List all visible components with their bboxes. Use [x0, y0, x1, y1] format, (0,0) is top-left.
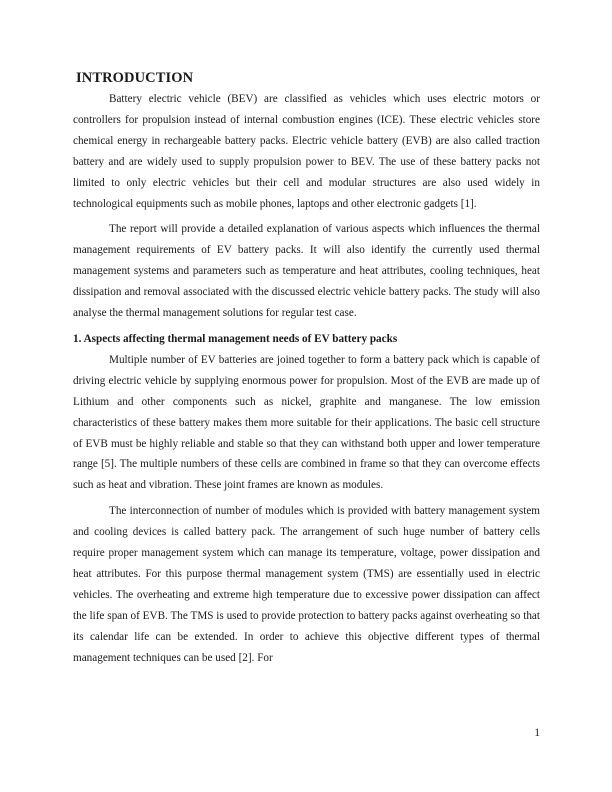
page-content: [73, 70, 540, 673]
introduction-heading: INTRODUCTION: [76, 70, 194, 86]
intro-paragraph-2: The report will provide a detailed explanation of various aspects which influences the thermal management requirements of EV battery packs. It will also identify the currently used thermal management systems and parameters such as temperature and heat attributes, cooling techniques, heat dissipation and removal associated with the discussed electric vehicle battery packs. The study will also analyse the thermal management solutions for regular test case.: [73, 223, 540, 320]
page-number: 1: [534, 727, 540, 739]
section-1-paragraph-1: Multiple number of EV batteries are joined together to form a battery pack which is capable of driving electric vehicle by supplying enormous power for propulsion. Most of the EVB are made up of Lithium and other components such as nickel, graphite and manganese. The low emission characteristics of these battery makes them more suitable for their applications. The basic cell structure of EVB must be highly reliable and stable so that they can withstand both upper and lower temperature range [5]. The multiple numbers of these cells are combined in frame so that they can overcome effects such as heat and vibration. These joint frames are known as modules.: [73, 353, 540, 492]
section-1-heading: 1. Aspects affecting thermal management needs of EV battery packs: [73, 332, 398, 345]
intro-paragraph-1: Battery electric vehicle (BEV) are classified as vehicles which uses electric motors or controllers for propulsion instead of internal combustion engines (ICE). These electric vehicles store chemical energy in rechargeable battery packs. Electric vehicle battery (EVB) are also called traction battery and are widely used to supply propulsion power to BEV. The use of these battery packs not limited to only electric vehicles but their cell and modular structures are also used widely in technological equipments such as mobile phones, laptops and other electronic gadgets [1].: [73, 93, 540, 210]
section-1-paragraph-2: The interconnection of number of modules which is provided with battery management system and cooling devices is called battery pack. The arrangement of such huge number of battery cells require proper management system which can manage its temperature, voltage, power dissipation and heat attributes. For this purpose thermal management system (TMS) are essentially used in electric vehicles. The overheating and extreme high temperature due to excessive power dissipation can affect the life span of EVB. The TMS is used to provide protection to battery packs against overheating so that its calendar life can be extended. In order to achieve this objective different types of thermal management techniques can be used [2]. For: [73, 505, 540, 664]
